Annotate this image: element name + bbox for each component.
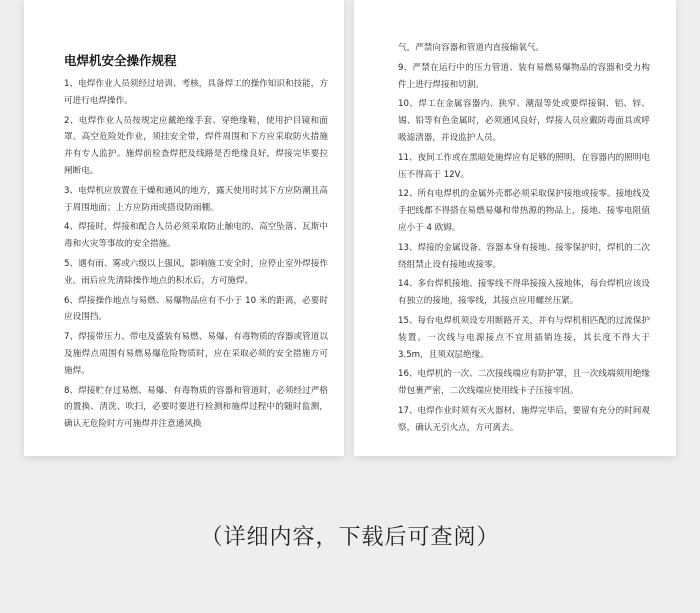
rule-paragraph: 1、电焊作业人员须经过培训、考核，具备焊工的操作知识和技能，方可进行电焊操作。 (64, 79, 328, 106)
rule-paragraph: 8、焊接贮存过易燃、易爆、有毒物质的容器和管道时，必须经过严格的置换、清洗、吹扫，必要时要进行检测和施焊过程中的随时监测，确认无危险时方可施焊并注意通风换 (64, 385, 328, 430)
rule-paragraph: 5、遇有雨、雾或六级以上强风，影响施工安全时，应停止室外焊接作业。雨后应先清除操作地点的积水后，方可施焊。 (64, 258, 328, 286)
rule-paragraph: 6、焊接操作地点与易燃、易爆物品应有不小于 10 米的距离，必要时应设围挡。 (64, 295, 328, 323)
rule-paragraph: 17、电焊作业时须有灭火器材，施焊完毕后，要留有充分的时间观察，确认无引火点，方可离去。 (398, 405, 650, 433)
download-caption: （详细内容，下载后可查阅） (200, 525, 500, 550)
rule-paragraph: 气，严禁向容器和管道内直接输氧气。 (398, 43, 545, 53)
rule-paragraph: 7、焊接带压力、带电及盛装有易燃、易爆、有毒物质的容器或管道以及施焊点周围有易燃易爆危险物质时，应在采取必须的安全措施方可施焊。 (64, 332, 328, 376)
rule-paragraph: 13、焊接的金属设备、容器本身有接地、接零保护时，焊机的二次绕组禁止设有接地或接零。 (398, 242, 650, 270)
rule-paragraph: 9、严禁在运行中的压力管道、装有易燃易爆物品的容器和受力构件上进行焊接和切割。 (398, 62, 650, 90)
rule-paragraph: 3、电焊机应放置在干燥和通风的地方，露天使用时其下方应防潮且高于周围地面；上方应防雨或搭设防雨棚。 (64, 185, 328, 213)
document-page-left (24, 0, 344, 456)
rule-paragraph: 2、电焊作业人员按规定应戴绝缘手套、穿绝缘鞋，使用护目镜和面罩。高空危险处作业，须挂安全带，焊件周围和下方应采取防火措施并有专人监护。施焊前检查焊把及线路是否绝缘良好，焊接完毕要拉闸断电。 (64, 115, 328, 176)
rule-paragraph: 10、焊工在金属容器内、狭窄、潮湿等处或要焊接铜、铝、锌、锡、铅等有色金属时，必须通风良好，焊接人员应戴防毒面具或呼吸滤清器，并设监护人员。 (398, 99, 650, 143)
rule-paragraph: 15、每台电焊机须设专用断路开关，并有与焊机相匹配的过流保护装置。一次线与电源接点不宜用插销连接，其长度不得大于 3.5m，且须双层绝缘。 (398, 315, 650, 360)
rule-paragraph: 14、多台焊机接地、接零线不得串接接入接地体，每台焊机应该设有独立的接地，接零线，其接点应用螺丝压紧。 (398, 279, 650, 307)
document-page-right (354, 0, 676, 456)
rule-paragraph: 4、焊接时，焊接和配合人员必须采取防止触电的、高空坠落、瓦斯中毒和火灾等事故的安全措施。 (64, 222, 328, 250)
rule-paragraph: 11、夜间工作或在黑暗处施焊应有足够的照明，在容器内的照明电压不得高于 12V。 (398, 152, 650, 180)
document-title: 电焊机安全操作规程 (64, 53, 177, 68)
rule-paragraph: 16、电焊机的一次、二次接线端应有防护罩，且一次线端须用绝缘带包裹严密，二次线端应使用线卡子压接牢固。 (398, 369, 650, 397)
rule-paragraph: 12、所有电焊机的金属外壳都必须采取保护接地或接零。接地线及手把线都不得搭在易燃易爆和带热源的物品上，接地、接零电阻值应小于 4 欧姆。 (398, 189, 650, 233)
